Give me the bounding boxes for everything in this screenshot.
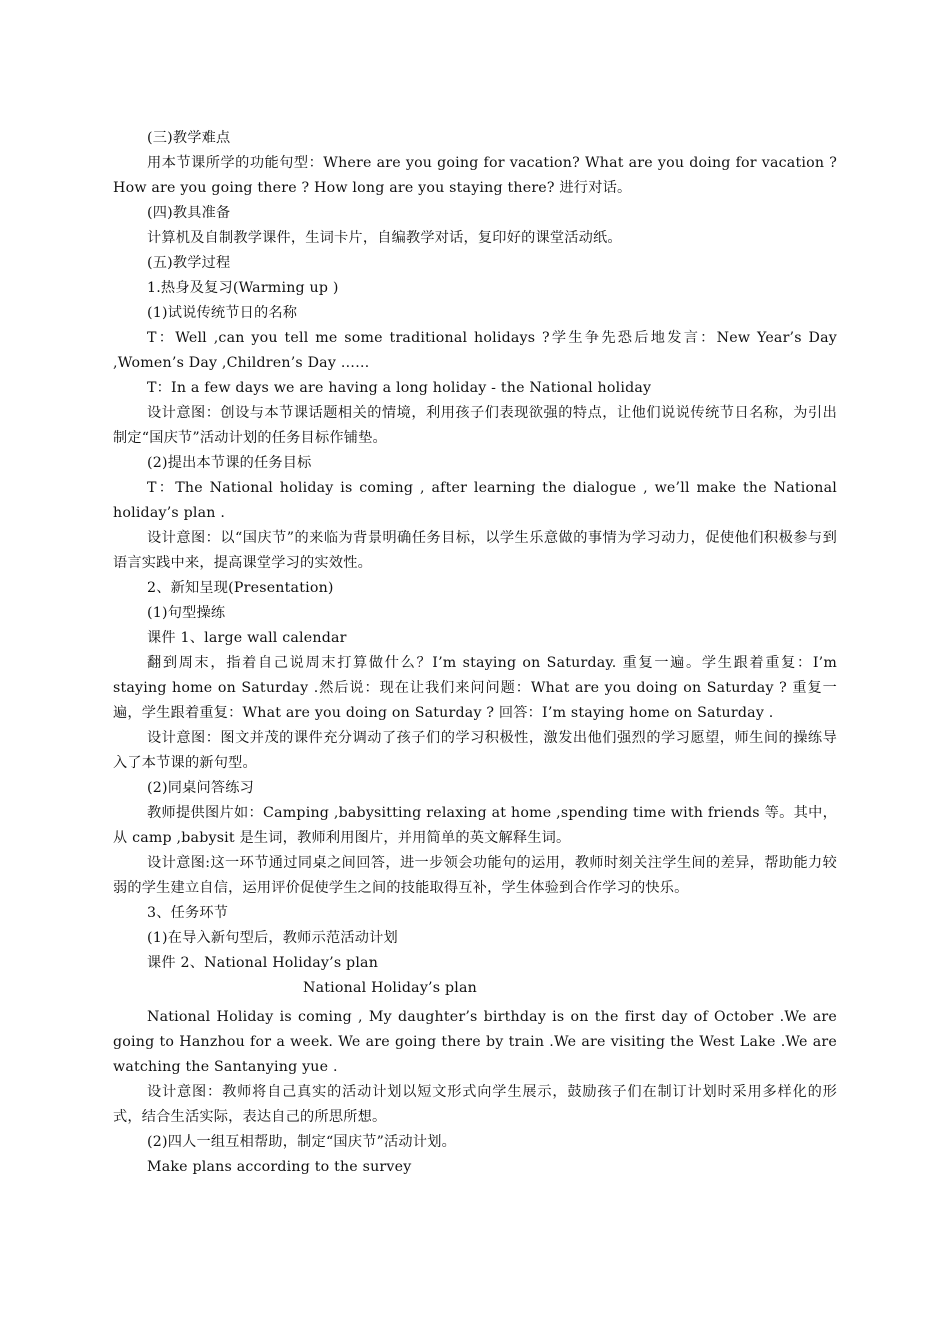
body-paragraph: 计算机及自制教学课件，生词卡片，自编教学对话，复印好的课堂活动纸。 xyxy=(147,230,622,246)
body-paragraph: T：The National holiday is coming , after learning the dialogue , we’ll make the National holiday’s plan . xyxy=(113,480,837,521)
courseware-label: 课件 1、large wall calendar xyxy=(147,630,347,646)
section-heading-process: (五)教学过程 xyxy=(147,255,231,271)
step-heading: (2)四人一组互相帮助，制定“国庆节”活动计划。 xyxy=(147,1134,456,1150)
courseware-label: 课件 2、National Holiday’s plan xyxy=(147,955,379,971)
design-intent-paragraph: 设计意图：图文并茂的课件充分调动了孩子们的学习积极性，激发出他们强烈的学习愿望，师生间的操练导入了本节课的新句型。 xyxy=(113,730,837,771)
design-intent-paragraph: 设计意图：以“国庆节”的来临为背景明确任务目标，以学生乐意做的事情为学习动力，促使他们积极参与到语言实践中来，提高课堂学习的实效性。 xyxy=(113,530,837,571)
body-paragraph: 翻到周末，指着自己说周末打算做什么？I’m staying on Saturday. 重复一遍。学生跟着重复：I’m staying home on Saturday .然后说：现在让我们来问问题：What are you doing on Saturday ? 重复一遍，学生跟着重复：What are you doing on Saturday ? 回答：I’m staying home on Saturday . xyxy=(113,655,837,721)
step-heading: (1)句型操练 xyxy=(147,605,226,621)
body-paragraph: 教师提供图片如：Camping ,babysitting relaxing at home ,spending time with friends 等。其中，从 camp ,babysit 是生词，教师利用图片，并用简单的英文解释生词。 xyxy=(113,805,837,846)
subsection-heading-task: 3、任务环节 xyxy=(147,905,229,921)
plan-body-paragraph: National Holiday is coming , My daughter’s birthday is on the first day of October .We are going to Hanzhou for a week. We are going there by train .We are visiting the West Lake .We are watching the Santanying yue . xyxy=(113,1009,837,1075)
design-intent-paragraph: 设计意图：创设与本节课话题相关的情境，利用孩子们表现欲强的特点，让他们说说传统节日名称，为引出制定“国庆节”活动计划的任务目标作铺垫。 xyxy=(113,405,837,446)
design-intent-paragraph: 设计意图:这一环节通过同桌之间回答，进一步领会功能句的运用，教师时刻关注学生间的差异，帮助能力较弱的学生建立自信，运用评价促使学生之间的技能取得互补，学生体验到合作学习的快乐。 xyxy=(113,855,837,896)
step-heading: (1)在导入新句型后，教师示范活动计划 xyxy=(147,930,398,946)
body-paragraph: 用本节课所学的功能句型：Where are you going for vacation? What are you doing for vacation ? How are you going there ? How long are you staying there? 进行对话。 xyxy=(113,155,837,196)
design-intent-paragraph: 设计意图：教师将自己真实的活动计划以短文形式向学生展示，鼓励孩子们在制订计划时采用多样化的形式，结合生活实际，表达自己的所思所想。 xyxy=(113,1084,837,1125)
step-heading: (1)试说传统节日的名称 xyxy=(147,305,298,321)
subsection-heading-presentation: 2、新知呈现(Presentation) xyxy=(147,580,334,596)
document-page xyxy=(113,126,837,1180)
body-paragraph: T：Well ,can you tell me some traditional holidays ?学生争先恐后地发言：New Year’s Day ,Women’s Day ,Children’s Day …… xyxy=(113,330,837,371)
plan-title: National Holiday’s plan xyxy=(303,980,477,996)
survey-line: Make plans according to the survey xyxy=(147,1159,412,1175)
section-heading-difficulties: (三)教学难点 xyxy=(147,130,231,146)
step-heading: (2)同桌问答练习 xyxy=(147,780,255,796)
body-paragraph: T：In a few days we are having a long holiday - the National holiday xyxy=(147,380,652,396)
subsection-heading-warming-up: 1.热身及复习(Warming up ) xyxy=(147,280,339,296)
section-heading-materials: (四)教具准备 xyxy=(147,205,231,221)
step-heading: (2)提出本节课的任务目标 xyxy=(147,455,312,471)
